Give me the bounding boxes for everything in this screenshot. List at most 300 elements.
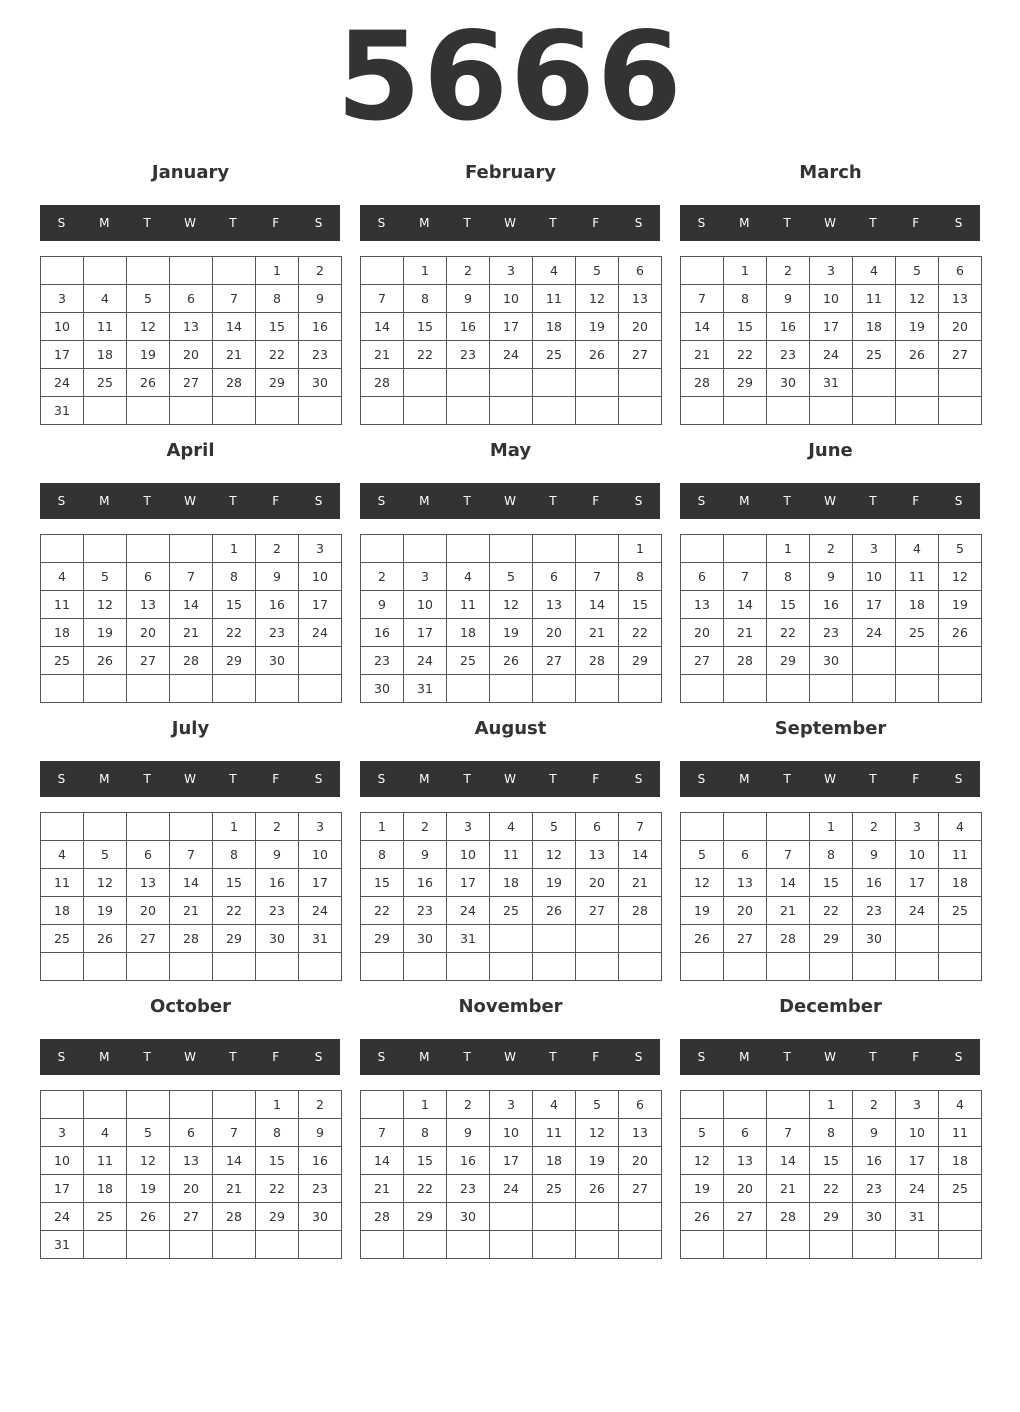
- week-row: [41, 869, 342, 897]
- day-cell: 27: [170, 369, 213, 397]
- weekday-label: S: [314, 494, 323, 508]
- empty-day-cell: [41, 535, 84, 563]
- weekday-label: S: [314, 1050, 323, 1064]
- day-cell: 14: [213, 1147, 256, 1175]
- day-cell: 20: [170, 341, 213, 369]
- empty-day-cell: [490, 369, 533, 397]
- day-cell: 13: [576, 841, 619, 869]
- empty-day-cell: [213, 1231, 256, 1259]
- weekday-header: [40, 483, 340, 519]
- day-cell: 27: [170, 1203, 213, 1231]
- day-cell: 12: [127, 1147, 170, 1175]
- day-cell: 27: [939, 341, 982, 369]
- day-cell: 9: [299, 1119, 342, 1147]
- week-row: [361, 1175, 662, 1203]
- year-title: 5666: [336, 6, 684, 148]
- day-cell: 9: [447, 285, 490, 313]
- weekday-label: S: [697, 216, 706, 230]
- weekday-label: S: [377, 772, 386, 786]
- empty-day-cell: [490, 953, 533, 981]
- empty-day-cell: [170, 1231, 213, 1259]
- day-grid: [680, 1090, 982, 1259]
- weekday-label: W: [184, 494, 196, 508]
- week-row: [681, 257, 982, 285]
- day-cell: 25: [939, 897, 982, 925]
- empty-day-cell: [127, 1091, 170, 1119]
- empty-day-cell: [299, 647, 342, 675]
- empty-day-cell: [299, 1231, 342, 1259]
- day-cell: 15: [404, 1147, 447, 1175]
- empty-day-cell: [127, 1231, 170, 1259]
- day-cell: 3: [299, 813, 342, 841]
- weekday-label: T: [783, 1050, 791, 1064]
- day-cell: 10: [490, 285, 533, 313]
- day-cell: 23: [767, 341, 810, 369]
- weekday-label: W: [184, 216, 196, 230]
- week-row: [681, 369, 982, 397]
- week-row: [681, 869, 982, 897]
- empty-day-cell: [213, 953, 256, 981]
- week-row: [41, 1203, 342, 1231]
- day-cell: 10: [41, 313, 84, 341]
- weekday-label: T: [783, 216, 791, 230]
- day-cell: 8: [213, 563, 256, 591]
- empty-day-cell: [939, 647, 982, 675]
- week-row: [361, 285, 662, 313]
- weekday-label: F: [592, 216, 600, 230]
- day-cell: 1: [767, 535, 810, 563]
- day-cell: 4: [447, 563, 490, 591]
- empty-day-cell: [810, 1231, 853, 1259]
- day-cell: 5: [127, 1119, 170, 1147]
- day-cell: 2: [361, 563, 404, 591]
- day-cell: 3: [41, 285, 84, 313]
- day-cell: 13: [724, 1147, 767, 1175]
- month-title: March: [799, 162, 862, 183]
- day-cell: 22: [213, 619, 256, 647]
- day-cell: 31: [447, 925, 490, 953]
- day-cell: 15: [724, 313, 767, 341]
- week-row: [361, 313, 662, 341]
- day-cell: 9: [767, 285, 810, 313]
- week-row: [41, 897, 342, 925]
- day-cell: 2: [810, 535, 853, 563]
- day-cell: 1: [256, 1091, 299, 1119]
- weekday-label: T: [869, 494, 877, 508]
- empty-day-cell: [299, 397, 342, 425]
- day-cell: 27: [619, 1175, 662, 1203]
- empty-day-cell: [853, 1231, 896, 1259]
- week-row: [681, 897, 982, 925]
- day-cell: 7: [724, 563, 767, 591]
- day-cell: 18: [84, 341, 127, 369]
- day-cell: 4: [84, 1119, 127, 1147]
- day-cell: 2: [447, 1091, 490, 1119]
- weekday-label: S: [377, 494, 386, 508]
- day-cell: 10: [810, 285, 853, 313]
- week-row: [681, 647, 982, 675]
- empty-day-cell: [896, 397, 939, 425]
- empty-day-cell: [213, 1091, 256, 1119]
- day-cell: 30: [404, 925, 447, 953]
- day-cell: 2: [767, 257, 810, 285]
- empty-day-cell: [490, 675, 533, 703]
- empty-day-cell: [490, 1231, 533, 1259]
- empty-day-cell: [939, 1231, 982, 1259]
- day-cell: 30: [299, 1203, 342, 1231]
- day-cell: 4: [853, 257, 896, 285]
- day-cell: 19: [533, 869, 576, 897]
- empty-day-cell: [724, 813, 767, 841]
- empty-day-cell: [767, 1231, 810, 1259]
- week-row: [361, 1119, 662, 1147]
- day-cell: 14: [576, 591, 619, 619]
- day-cell: 23: [256, 619, 299, 647]
- day-cell: 21: [681, 341, 724, 369]
- day-cell: 20: [533, 619, 576, 647]
- empty-day-cell: [41, 953, 84, 981]
- day-cell: 7: [619, 813, 662, 841]
- day-cell: 13: [170, 313, 213, 341]
- day-cell: 24: [810, 341, 853, 369]
- day-cell: 11: [41, 591, 84, 619]
- empty-day-cell: [681, 535, 724, 563]
- day-cell: 15: [767, 591, 810, 619]
- week-row: [41, 563, 342, 591]
- empty-day-cell: [447, 535, 490, 563]
- weekday-label: F: [912, 216, 920, 230]
- day-cell: 14: [619, 841, 662, 869]
- day-cell: 3: [299, 535, 342, 563]
- day-cell: 6: [576, 813, 619, 841]
- day-cell: 25: [41, 647, 84, 675]
- empty-day-cell: [681, 1231, 724, 1259]
- empty-day-cell: [533, 535, 576, 563]
- day-cell: 21: [724, 619, 767, 647]
- weekday-header: [680, 761, 980, 797]
- day-cell: 13: [170, 1147, 213, 1175]
- day-cell: 29: [361, 925, 404, 953]
- day-cell: 23: [853, 897, 896, 925]
- day-cell: 7: [361, 1119, 404, 1147]
- weekday-label: M: [419, 494, 430, 508]
- weekday-label: W: [824, 1050, 836, 1064]
- day-cell: 26: [939, 619, 982, 647]
- month-title: December: [779, 996, 882, 1017]
- day-cell: 26: [576, 1175, 619, 1203]
- month-title: October: [150, 996, 231, 1017]
- empty-day-cell: [533, 369, 576, 397]
- empty-day-cell: [576, 369, 619, 397]
- day-cell: 8: [810, 1119, 853, 1147]
- day-cell: 10: [896, 1119, 939, 1147]
- weekday-label: S: [697, 772, 706, 786]
- weekday-label: M: [99, 772, 110, 786]
- day-cell: 22: [256, 1175, 299, 1203]
- week-row: [361, 1091, 662, 1119]
- day-grid: [40, 534, 342, 703]
- day-cell: 1: [810, 813, 853, 841]
- week-row: [681, 925, 982, 953]
- day-cell: 15: [404, 313, 447, 341]
- day-cell: 29: [256, 369, 299, 397]
- day-cell: 1: [724, 257, 767, 285]
- weekday-label: T: [463, 494, 471, 508]
- day-cell: 11: [939, 841, 982, 869]
- empty-day-cell: [724, 953, 767, 981]
- day-cell: 25: [447, 647, 490, 675]
- empty-day-cell: [681, 675, 724, 703]
- day-cell: 20: [724, 1175, 767, 1203]
- day-cell: 6: [724, 1119, 767, 1147]
- weekday-label: T: [143, 772, 151, 786]
- weekday-label: T: [783, 494, 791, 508]
- empty-day-cell: [939, 397, 982, 425]
- day-cell: 8: [404, 285, 447, 313]
- day-cell: 16: [404, 869, 447, 897]
- day-cell: 10: [896, 841, 939, 869]
- day-cell: 24: [853, 619, 896, 647]
- day-cell: 13: [939, 285, 982, 313]
- empty-day-cell: [213, 257, 256, 285]
- day-cell: 24: [299, 897, 342, 925]
- day-cell: 9: [853, 841, 896, 869]
- day-cell: 20: [127, 897, 170, 925]
- day-cell: 29: [256, 1203, 299, 1231]
- weekday-label: S: [57, 1050, 66, 1064]
- day-cell: 7: [767, 841, 810, 869]
- day-cell: 14: [767, 869, 810, 897]
- day-cell: 18: [896, 591, 939, 619]
- empty-day-cell: [576, 1231, 619, 1259]
- day-cell: 29: [213, 647, 256, 675]
- weekday-label: M: [99, 1050, 110, 1064]
- weekday-label: S: [634, 1050, 643, 1064]
- day-cell: 27: [576, 897, 619, 925]
- day-cell: 6: [724, 841, 767, 869]
- day-cell: 30: [361, 675, 404, 703]
- empty-day-cell: [170, 675, 213, 703]
- day-cell: 19: [490, 619, 533, 647]
- empty-day-cell: [853, 953, 896, 981]
- empty-day-cell: [576, 535, 619, 563]
- week-row: [41, 675, 342, 703]
- weekday-label: T: [869, 1050, 877, 1064]
- day-cell: 17: [41, 1175, 84, 1203]
- day-cell: 7: [361, 285, 404, 313]
- empty-day-cell: [256, 675, 299, 703]
- empty-day-cell: [533, 397, 576, 425]
- day-cell: 12: [681, 1147, 724, 1175]
- month-title: May: [489, 440, 532, 461]
- day-cell: 5: [939, 535, 982, 563]
- weekday-label: M: [739, 1050, 750, 1064]
- day-cell: 5: [681, 1119, 724, 1147]
- day-cell: 22: [810, 897, 853, 925]
- week-row: [681, 841, 982, 869]
- day-cell: 3: [404, 563, 447, 591]
- weekday-label: T: [229, 216, 237, 230]
- day-cell: 19: [84, 619, 127, 647]
- day-cell: 28: [619, 897, 662, 925]
- day-cell: 13: [619, 285, 662, 313]
- empty-day-cell: [896, 369, 939, 397]
- empty-day-cell: [853, 369, 896, 397]
- day-cell: 25: [84, 369, 127, 397]
- day-cell: 26: [533, 897, 576, 925]
- empty-day-cell: [170, 397, 213, 425]
- day-cell: 27: [681, 647, 724, 675]
- day-cell: 19: [896, 313, 939, 341]
- weekday-label: W: [184, 772, 196, 786]
- day-cell: 18: [84, 1175, 127, 1203]
- empty-day-cell: [619, 1203, 662, 1231]
- day-cell: 27: [619, 341, 662, 369]
- weekday-header: [680, 483, 980, 519]
- day-cell: 16: [767, 313, 810, 341]
- empty-day-cell: [810, 953, 853, 981]
- week-row: [361, 675, 662, 703]
- day-cell: 28: [170, 925, 213, 953]
- empty-day-cell: [853, 675, 896, 703]
- day-cell: 18: [447, 619, 490, 647]
- day-cell: 4: [939, 813, 982, 841]
- weekday-label: W: [504, 494, 516, 508]
- empty-day-cell: [41, 1091, 84, 1119]
- empty-day-cell: [361, 257, 404, 285]
- day-grid: [360, 534, 662, 703]
- month-title: November: [458, 996, 563, 1017]
- day-cell: 6: [619, 257, 662, 285]
- day-cell: 6: [170, 1119, 213, 1147]
- day-cell: 29: [767, 647, 810, 675]
- weekday-label: S: [954, 1050, 963, 1064]
- empty-day-cell: [724, 535, 767, 563]
- day-cell: 31: [41, 397, 84, 425]
- day-cell: 20: [619, 313, 662, 341]
- day-cell: 25: [896, 619, 939, 647]
- day-cell: 10: [490, 1119, 533, 1147]
- day-cell: 8: [767, 563, 810, 591]
- day-cell: 5: [84, 563, 127, 591]
- day-cell: 28: [170, 647, 213, 675]
- weekday-label: S: [954, 216, 963, 230]
- day-cell: 18: [939, 869, 982, 897]
- weekday-label: M: [739, 494, 750, 508]
- weekday-label: M: [739, 216, 750, 230]
- weekday-header: [360, 205, 660, 241]
- day-cell: 3: [41, 1119, 84, 1147]
- empty-day-cell: [939, 925, 982, 953]
- day-cell: 7: [767, 1119, 810, 1147]
- day-cell: 10: [853, 563, 896, 591]
- empty-day-cell: [170, 535, 213, 563]
- day-cell: 28: [576, 647, 619, 675]
- month-title: February: [464, 162, 557, 183]
- day-cell: 23: [404, 897, 447, 925]
- day-cell: 24: [41, 369, 84, 397]
- day-cell: 6: [939, 257, 982, 285]
- weekday-label: T: [463, 1050, 471, 1064]
- week-row: [41, 535, 342, 563]
- day-cell: 10: [299, 841, 342, 869]
- empty-day-cell: [533, 953, 576, 981]
- day-cell: 22: [767, 619, 810, 647]
- weekday-label: S: [57, 216, 66, 230]
- day-cell: 3: [810, 257, 853, 285]
- empty-day-cell: [533, 925, 576, 953]
- month-title: September: [774, 718, 887, 739]
- empty-day-cell: [896, 675, 939, 703]
- week-row: [41, 257, 342, 285]
- empty-day-cell: [724, 1091, 767, 1119]
- weekday-label: F: [912, 1050, 920, 1064]
- day-cell: 6: [127, 841, 170, 869]
- day-cell: 11: [84, 1147, 127, 1175]
- weekday-header: [680, 205, 980, 241]
- day-cell: 19: [681, 1175, 724, 1203]
- day-cell: 28: [361, 1203, 404, 1231]
- day-cell: 13: [681, 591, 724, 619]
- day-cell: 1: [404, 257, 447, 285]
- empty-day-cell: [84, 535, 127, 563]
- empty-day-cell: [896, 1231, 939, 1259]
- day-cell: 9: [256, 563, 299, 591]
- weekday-label: F: [592, 494, 600, 508]
- empty-day-cell: [127, 535, 170, 563]
- week-row: [681, 953, 982, 981]
- day-cell: 1: [213, 813, 256, 841]
- day-cell: 4: [533, 1091, 576, 1119]
- weekday-label: W: [504, 1050, 516, 1064]
- day-cell: 5: [490, 563, 533, 591]
- day-cell: 11: [533, 285, 576, 313]
- empty-day-cell: [127, 397, 170, 425]
- day-cell: 25: [939, 1175, 982, 1203]
- day-cell: 12: [84, 869, 127, 897]
- empty-day-cell: [299, 953, 342, 981]
- week-row: [41, 1119, 342, 1147]
- week-row: [361, 369, 662, 397]
- day-cell: 11: [896, 563, 939, 591]
- day-cell: 16: [299, 1147, 342, 1175]
- week-row: [681, 813, 982, 841]
- day-cell: 2: [299, 257, 342, 285]
- empty-day-cell: [939, 675, 982, 703]
- day-cell: 25: [853, 341, 896, 369]
- weekday-label: T: [463, 772, 471, 786]
- day-cell: 10: [447, 841, 490, 869]
- day-cell: 23: [810, 619, 853, 647]
- day-cell: 15: [361, 869, 404, 897]
- day-cell: 24: [896, 897, 939, 925]
- day-grid: [680, 534, 982, 703]
- weekday-label: T: [549, 494, 557, 508]
- day-cell: 30: [299, 369, 342, 397]
- weekday-label: S: [954, 772, 963, 786]
- day-cell: 21: [576, 619, 619, 647]
- day-cell: 4: [84, 285, 127, 313]
- day-cell: 11: [490, 841, 533, 869]
- day-cell: 17: [896, 1147, 939, 1175]
- week-row: [681, 1119, 982, 1147]
- weekday-label: F: [912, 494, 920, 508]
- week-row: [361, 1147, 662, 1175]
- day-cell: 31: [299, 925, 342, 953]
- day-cell: 3: [896, 1091, 939, 1119]
- day-cell: 24: [41, 1203, 84, 1231]
- day-cell: 9: [361, 591, 404, 619]
